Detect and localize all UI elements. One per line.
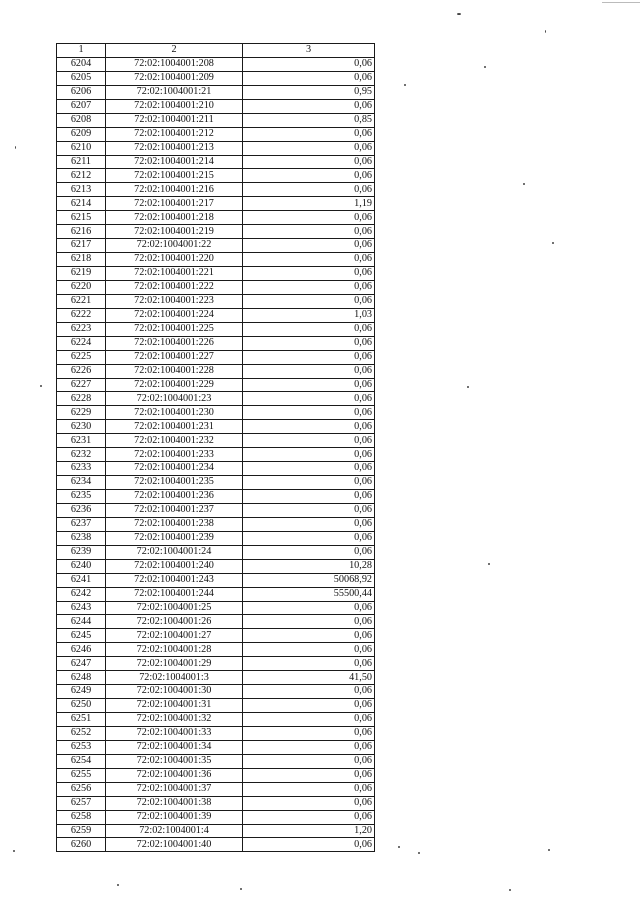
- cadastral-number-cell: 72:02:1004001:230: [106, 406, 243, 420]
- value-cell: 0,06: [243, 782, 375, 796]
- row-number-cell: 6234: [57, 476, 106, 490]
- value-cell: 0,06: [243, 239, 375, 253]
- table-row: [57, 336, 375, 350]
- row-number-cell: 6225: [57, 350, 106, 364]
- value-cell: 0,06: [243, 280, 375, 294]
- value-cell: 0,06: [243, 713, 375, 727]
- table-row: [57, 503, 375, 517]
- scan-speck: [548, 849, 550, 851]
- scan-speck: [488, 563, 490, 565]
- table-body: [57, 57, 375, 851]
- table-row: [57, 545, 375, 559]
- table-row: [57, 740, 375, 754]
- table-row: [57, 239, 375, 253]
- value-cell: 0,06: [243, 434, 375, 448]
- table-row: [57, 364, 375, 378]
- table-row: [57, 253, 375, 267]
- row-number-cell: 6213: [57, 183, 106, 197]
- row-number-cell: 6208: [57, 113, 106, 127]
- value-cell: 0,06: [243, 141, 375, 155]
- value-cell: 0,06: [243, 685, 375, 699]
- value-cell: 0,06: [243, 57, 375, 71]
- table-row: [57, 127, 375, 141]
- cadastral-number-cell: 72:02:1004001:26: [106, 615, 243, 629]
- cadastral-number-cell: 72:02:1004001:237: [106, 503, 243, 517]
- table-row: [57, 754, 375, 768]
- row-number-cell: 6238: [57, 531, 106, 545]
- value-cell: 0,06: [243, 503, 375, 517]
- cadastral-number-cell: 72:02:1004001:27: [106, 629, 243, 643]
- cadastral-number-cell: 72:02:1004001:212: [106, 127, 243, 141]
- row-number-cell: 6256: [57, 782, 106, 796]
- scan-speck: [398, 846, 400, 848]
- table-row: [57, 559, 375, 573]
- table-row: [57, 294, 375, 308]
- value-cell: 0,06: [243, 336, 375, 350]
- row-number-cell: 6215: [57, 211, 106, 225]
- scan-speck: [15, 146, 16, 149]
- cadastral-number-cell: 72:02:1004001:36: [106, 768, 243, 782]
- table-row: [57, 462, 375, 476]
- row-number-cell: 6235: [57, 490, 106, 504]
- value-cell: 0,85: [243, 113, 375, 127]
- table-row: [57, 99, 375, 113]
- cadastral-number-cell: 72:02:1004001:243: [106, 573, 243, 587]
- value-cell: 41,50: [243, 671, 375, 685]
- cadastral-number-cell: 72:02:1004001:40: [106, 838, 243, 852]
- cadastral-number-cell: 72:02:1004001:231: [106, 420, 243, 434]
- value-cell: 0,06: [243, 378, 375, 392]
- cadastral-number-cell: 72:02:1004001:208: [106, 57, 243, 71]
- scan-speck: [545, 30, 546, 33]
- row-number-cell: 6227: [57, 378, 106, 392]
- table-row: [57, 322, 375, 336]
- row-number-cell: 6259: [57, 824, 106, 838]
- cadastral-number-cell: 72:02:1004001:22: [106, 239, 243, 253]
- table-row: [57, 113, 375, 127]
- row-number-cell: 6206: [57, 85, 106, 99]
- row-number-cell: 6253: [57, 740, 106, 754]
- cadastral-number-cell: 72:02:1004001:24: [106, 545, 243, 559]
- value-cell: 0,06: [243, 476, 375, 490]
- scan-speck: [117, 884, 119, 886]
- table-row: [57, 267, 375, 281]
- value-cell: 0,06: [243, 629, 375, 643]
- cadastral-number-cell: 72:02:1004001:23: [106, 392, 243, 406]
- value-cell: 0,06: [243, 127, 375, 141]
- column-header-number: 1: [57, 44, 106, 58]
- value-cell: 0,06: [243, 740, 375, 754]
- table-row: [57, 517, 375, 531]
- row-number-cell: 6233: [57, 462, 106, 476]
- cadastral-number-cell: 72:02:1004001:37: [106, 782, 243, 796]
- row-number-cell: 6231: [57, 434, 106, 448]
- row-number-cell: 6239: [57, 545, 106, 559]
- row-number-cell: 6211: [57, 155, 106, 169]
- table-row: [57, 685, 375, 699]
- table-row: [57, 838, 375, 852]
- table-row: [57, 183, 375, 197]
- row-number-cell: 6258: [57, 810, 106, 824]
- table-header-row: [57, 44, 375, 58]
- column-header-cadastral: 2: [106, 44, 243, 58]
- table-row: [57, 155, 375, 169]
- value-cell: 0,06: [243, 615, 375, 629]
- row-number-cell: 6229: [57, 406, 106, 420]
- row-number-cell: 6241: [57, 573, 106, 587]
- row-number-cell: 6247: [57, 657, 106, 671]
- cadastral-number-cell: 72:02:1004001:232: [106, 434, 243, 448]
- value-cell: 50068,92: [243, 573, 375, 587]
- scan-speck: [467, 386, 469, 388]
- value-cell: 55500,44: [243, 587, 375, 601]
- value-cell: 0,06: [243, 810, 375, 824]
- value-cell: 0,06: [243, 462, 375, 476]
- row-number-cell: 6244: [57, 615, 106, 629]
- table-row: [57, 531, 375, 545]
- cadastral-number-cell: 72:02:1004001:33: [106, 726, 243, 740]
- value-cell: 0,06: [243, 490, 375, 504]
- cadastral-number-cell: 72:02:1004001:234: [106, 462, 243, 476]
- row-number-cell: 6248: [57, 671, 106, 685]
- table-row: [57, 420, 375, 434]
- row-number-cell: 6237: [57, 517, 106, 531]
- value-cell: 0,06: [243, 420, 375, 434]
- row-number-cell: 6252: [57, 726, 106, 740]
- table-row: [57, 434, 375, 448]
- row-number-cell: 6218: [57, 253, 106, 267]
- value-cell: 0,06: [243, 71, 375, 85]
- cadastral-number-cell: 72:02:1004001:3: [106, 671, 243, 685]
- cadastral-number-cell: 72:02:1004001:236: [106, 490, 243, 504]
- row-number-cell: 6207: [57, 99, 106, 113]
- value-cell: 0,06: [243, 169, 375, 183]
- value-cell: 0,06: [243, 211, 375, 225]
- value-cell: 0,06: [243, 754, 375, 768]
- value-cell: 0,06: [243, 294, 375, 308]
- scan-speck: [40, 385, 42, 387]
- table-row: [57, 671, 375, 685]
- table-row: [57, 824, 375, 838]
- row-number-cell: 6228: [57, 392, 106, 406]
- cadastral-number-cell: 72:02:1004001:222: [106, 280, 243, 294]
- scan-speck: [523, 183, 525, 185]
- table-row: [57, 197, 375, 211]
- cadastral-number-cell: 72:02:1004001:21: [106, 85, 243, 99]
- value-cell: 0,06: [243, 267, 375, 281]
- table-row: [57, 796, 375, 810]
- cadastral-number-cell: 72:02:1004001:38: [106, 796, 243, 810]
- cadastral-number-cell: 72:02:1004001:210: [106, 99, 243, 113]
- table-row: [57, 211, 375, 225]
- cadastral-number-cell: 72:02:1004001:215: [106, 169, 243, 183]
- cadastral-number-cell: 72:02:1004001:31: [106, 699, 243, 713]
- cadastral-number-cell: 72:02:1004001:219: [106, 225, 243, 239]
- value-cell: 0,06: [243, 448, 375, 462]
- row-number-cell: 6221: [57, 294, 106, 308]
- value-cell: 0,06: [243, 643, 375, 657]
- row-number-cell: 6214: [57, 197, 106, 211]
- cadastral-number-cell: 72:02:1004001:229: [106, 378, 243, 392]
- cadastral-number-cell: 72:02:1004001:239: [106, 531, 243, 545]
- cadastral-number-cell: 72:02:1004001:211: [106, 113, 243, 127]
- table-row: [57, 476, 375, 490]
- value-cell: 0,06: [243, 155, 375, 169]
- table-row: [57, 657, 375, 671]
- scan-speck: [509, 889, 511, 891]
- scan-speck: [457, 13, 461, 15]
- row-number-cell: 6242: [57, 587, 106, 601]
- row-number-cell: 6224: [57, 336, 106, 350]
- table-row: [57, 615, 375, 629]
- cadastral-number-cell: 72:02:1004001:39: [106, 810, 243, 824]
- table-row: [57, 629, 375, 643]
- table-row: [57, 280, 375, 294]
- row-number-cell: 6217: [57, 239, 106, 253]
- cadastral-number-cell: 72:02:1004001:226: [106, 336, 243, 350]
- cadastral-number-cell: 72:02:1004001:233: [106, 448, 243, 462]
- table-row: [57, 713, 375, 727]
- row-number-cell: 6219: [57, 267, 106, 281]
- value-cell: 0,06: [243, 517, 375, 531]
- value-cell: 0,06: [243, 531, 375, 545]
- row-number-cell: 6230: [57, 420, 106, 434]
- row-number-cell: 6236: [57, 503, 106, 517]
- value-cell: 0,06: [243, 406, 375, 420]
- value-cell: 0,95: [243, 85, 375, 99]
- table-row: [57, 810, 375, 824]
- table-row: [57, 350, 375, 364]
- table-row: [57, 392, 375, 406]
- value-cell: 0,06: [243, 838, 375, 852]
- cadastral-number-cell: 72:02:1004001:213: [106, 141, 243, 155]
- row-number-cell: 6243: [57, 601, 106, 615]
- value-cell: 1,20: [243, 824, 375, 838]
- value-cell: 0,06: [243, 99, 375, 113]
- table-row: [57, 378, 375, 392]
- table-row: [57, 406, 375, 420]
- cadastral-number-cell: 72:02:1004001:28: [106, 643, 243, 657]
- value-cell: 0,06: [243, 726, 375, 740]
- cadastral-number-cell: 72:02:1004001:228: [106, 364, 243, 378]
- cadastral-number-cell: 72:02:1004001:238: [106, 517, 243, 531]
- cadastral-number-cell: 72:02:1004001:221: [106, 267, 243, 281]
- value-cell: 1,19: [243, 197, 375, 211]
- row-number-cell: 6251: [57, 713, 106, 727]
- scan-speck: [418, 852, 420, 854]
- row-number-cell: 6232: [57, 448, 106, 462]
- table-row: [57, 490, 375, 504]
- cadastral-number-cell: 72:02:1004001:235: [106, 476, 243, 490]
- row-number-cell: 6255: [57, 768, 106, 782]
- table-row: [57, 587, 375, 601]
- cadastral-number-cell: 72:02:1004001:240: [106, 559, 243, 573]
- value-cell: 0,06: [243, 183, 375, 197]
- row-number-cell: 6245: [57, 629, 106, 643]
- value-cell: 0,06: [243, 545, 375, 559]
- cadastral-number-cell: 72:02:1004001:214: [106, 155, 243, 169]
- cadastral-number-cell: 72:02:1004001:217: [106, 197, 243, 211]
- table-row: [57, 225, 375, 239]
- row-number-cell: 6226: [57, 364, 106, 378]
- table-row: [57, 85, 375, 99]
- value-cell: 0,06: [243, 768, 375, 782]
- cadastral-number-cell: 72:02:1004001:209: [106, 71, 243, 85]
- row-number-cell: 6249: [57, 685, 106, 699]
- table-row: [57, 57, 375, 71]
- table-row: [57, 71, 375, 85]
- row-number-cell: 6210: [57, 141, 106, 155]
- table-row: [57, 573, 375, 587]
- value-cell: 1,03: [243, 308, 375, 322]
- cadastral-number-cell: 72:02:1004001:216: [106, 183, 243, 197]
- cadastral-number-cell: 72:02:1004001:30: [106, 685, 243, 699]
- cadastral-number-cell: 72:02:1004001:244: [106, 587, 243, 601]
- scan-speck: [404, 84, 406, 86]
- cadastral-number-cell: 72:02:1004001:29: [106, 657, 243, 671]
- value-cell: 0,06: [243, 699, 375, 713]
- row-number-cell: 6204: [57, 57, 106, 71]
- table-row: [57, 448, 375, 462]
- value-cell: 0,06: [243, 364, 375, 378]
- value-cell: 0,06: [243, 392, 375, 406]
- table-row: [57, 308, 375, 322]
- scan-speck: [240, 888, 242, 890]
- value-cell: 0,06: [243, 601, 375, 615]
- value-cell: 0,06: [243, 322, 375, 336]
- row-number-cell: 6257: [57, 796, 106, 810]
- table-row: [57, 782, 375, 796]
- scan-speck: [13, 850, 15, 852]
- row-number-cell: 6223: [57, 322, 106, 336]
- value-cell: 10,28: [243, 559, 375, 573]
- row-number-cell: 6209: [57, 127, 106, 141]
- table-row: [57, 643, 375, 657]
- cadastral-number-cell: 72:02:1004001:35: [106, 754, 243, 768]
- row-number-cell: 6220: [57, 280, 106, 294]
- column-header-value: 3: [243, 44, 375, 58]
- value-cell: 0,06: [243, 350, 375, 364]
- table-row: [57, 726, 375, 740]
- cadastral-number-cell: 72:02:1004001:223: [106, 294, 243, 308]
- cadastral-number-cell: 72:02:1004001:225: [106, 322, 243, 336]
- cadastral-number-cell: 72:02:1004001:224: [106, 308, 243, 322]
- cadastral-number-cell: 72:02:1004001:220: [106, 253, 243, 267]
- row-number-cell: 6222: [57, 308, 106, 322]
- cadastral-number-cell: 72:02:1004001:25: [106, 601, 243, 615]
- row-number-cell: 6216: [57, 225, 106, 239]
- parcel-table: [56, 43, 375, 852]
- value-cell: 0,06: [243, 657, 375, 671]
- scan-speck: [552, 242, 554, 244]
- row-number-cell: 6250: [57, 699, 106, 713]
- scan-edge-mark: [602, 2, 640, 3]
- table-row: [57, 601, 375, 615]
- row-number-cell: 6205: [57, 71, 106, 85]
- cadastral-number-cell: 72:02:1004001:4: [106, 824, 243, 838]
- row-number-cell: 6260: [57, 838, 106, 852]
- row-number-cell: 6212: [57, 169, 106, 183]
- scan-speck: [484, 66, 486, 68]
- row-number-cell: 6246: [57, 643, 106, 657]
- value-cell: 0,06: [243, 253, 375, 267]
- cadastral-number-cell: 72:02:1004001:218: [106, 211, 243, 225]
- table-row: [57, 699, 375, 713]
- value-cell: 0,06: [243, 225, 375, 239]
- table-row: [57, 768, 375, 782]
- table-row: [57, 169, 375, 183]
- cadastral-number-cell: 72:02:1004001:34: [106, 740, 243, 754]
- value-cell: 0,06: [243, 796, 375, 810]
- row-number-cell: 6254: [57, 754, 106, 768]
- row-number-cell: 6240: [57, 559, 106, 573]
- cadastral-number-cell: 72:02:1004001:227: [106, 350, 243, 364]
- cadastral-number-cell: 72:02:1004001:32: [106, 713, 243, 727]
- table-row: [57, 141, 375, 155]
